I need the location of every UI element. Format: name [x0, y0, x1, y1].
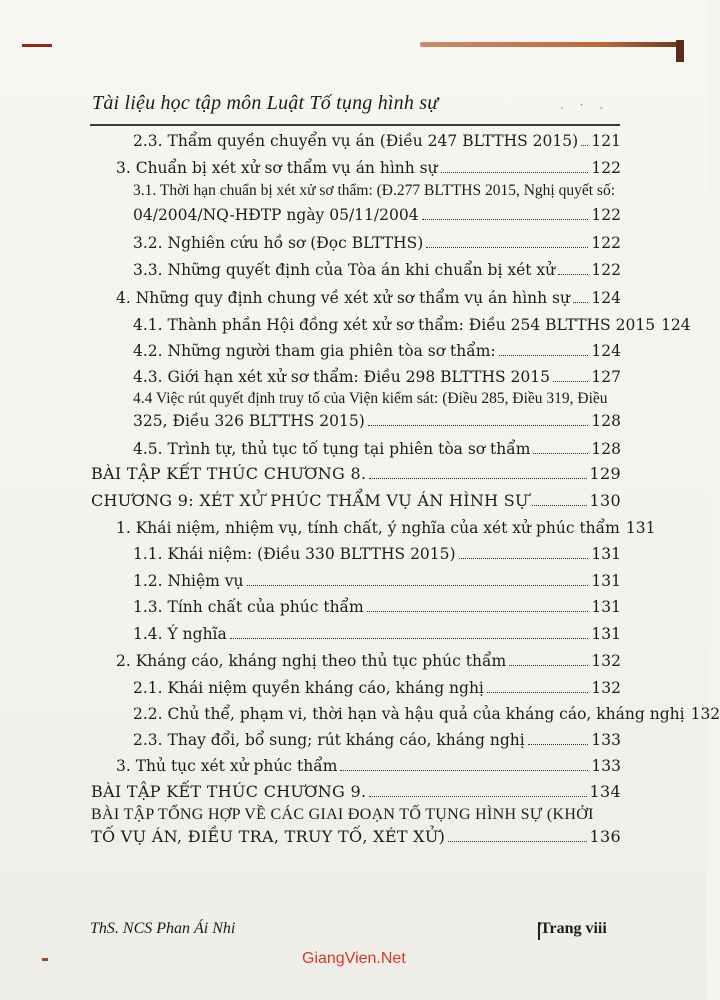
toc-entry[interactable]	[133, 232, 621, 254]
toc-entry[interactable]	[91, 781, 621, 803]
header-title: Tài liệu học tập môn Luật Tố tụng hình sự	[92, 92, 439, 114]
toc-entry-text: 4.5. Trình tự, thủ tục tố tụng tại phiên tòa sơ thẩm	[133, 440, 531, 458]
toc-entry[interactable]	[116, 517, 656, 539]
toc-entry-page: 132	[591, 652, 621, 670]
toc-entry[interactable]	[133, 130, 621, 152]
toc-entry-text: 04/2004/NQ-HĐTP ngày 05/11/2004	[133, 206, 419, 224]
toc-entry-text: 2. Kháng cáo, kháng nghị theo thủ tục phúc thẩm	[116, 652, 507, 670]
toc-entry-line1: BÀI TẬP TỔNG HỢP VỀ CÁC GIAI ĐOẠN TỐ TỤNG HÌNH SỰ (KHỞI	[91, 806, 594, 823]
toc-entry[interactable]	[116, 157, 621, 179]
toc-entry-text: 2.3. Thẩm quyền chuyển vụ án (Điều 247 BLTTHS 2015)	[133, 132, 579, 150]
toc-entry-text: BÀI TẬP KẾT THÚC CHƯƠNG 9.	[91, 782, 367, 801]
toc-entry-page: 131	[591, 625, 621, 643]
toc-entry-page: 124	[591, 342, 621, 360]
toc-entry-page: 128	[591, 440, 621, 458]
toc-entry[interactable]	[133, 703, 720, 725]
toc-entry-page: 124	[661, 316, 691, 334]
toc-entry-page: 133	[591, 731, 621, 749]
toc-entry-text: 2.3. Thay đổi, bổ sung; rút kháng cáo, kháng nghị	[133, 731, 525, 749]
toc-entry[interactable]	[116, 650, 621, 672]
toc-entry-page: 131	[591, 545, 621, 563]
toc-entry-text: 3.2. Nghiên cứu hồ sơ (Đọc BLTTHS)	[133, 234, 424, 252]
toc-entry-line1: 3.1. Thời hạn chuẩn bị xét xử sơ thẩm: (Đ.277 BLTTHS 2015, Nghị quyết số:	[133, 182, 616, 199]
toc-entry[interactable]	[133, 259, 621, 281]
toc-entry-page: 130	[589, 491, 621, 510]
toc-entry-page: 133	[591, 757, 621, 775]
toc-entry[interactable]	[133, 366, 621, 388]
toc-entry[interactable]	[133, 596, 621, 618]
toc-entry-text: 4.2. Những người tham gia phiên tòa sơ thẩm:	[133, 342, 496, 360]
toc-entry-text: 4.1. Thành phần Hội đồng xét xử sơ thẩm: Điều 254 BLTTHS 2015	[133, 316, 656, 334]
toc-entry-page: 124	[591, 289, 621, 307]
toc-entry-page: 122	[591, 206, 621, 224]
toc-entry-page: 134	[589, 782, 621, 801]
toc-entry[interactable]	[133, 677, 621, 699]
toc-entry[interactable]	[91, 826, 621, 848]
toc-entry-page: 131	[591, 598, 621, 616]
toc-entry[interactable]	[133, 570, 621, 592]
toc-entry-page: 121	[591, 132, 621, 150]
toc-entry[interactable]	[133, 410, 621, 432]
toc-entry-text: TỐ VỤ ÁN, ĐIỀU TRA, TRUY TỐ, XÉT XỬ)	[91, 827, 446, 846]
header-dots: . · .	[560, 98, 610, 112]
toc-entry-line1: 4.4 Việc rút quyết định truy tố của Viện kiểm sát: (Điều 285, Điều 319, Điều	[133, 390, 608, 407]
toc-entry[interactable]	[133, 204, 621, 226]
toc-entry[interactable]	[133, 438, 621, 460]
toc-entry-text: 3. Chuẩn bị xét xử sơ thẩm vụ án hình sự	[116, 159, 438, 177]
toc-entry-text: 2.1. Khái niệm quyền kháng cáo, kháng nghị	[133, 679, 484, 697]
toc-entry-page: 132	[591, 679, 621, 697]
toc-entry[interactable]	[133, 340, 621, 362]
toc-entry[interactable]	[91, 490, 621, 512]
toc-entry[interactable]	[91, 463, 621, 485]
toc-entry[interactable]	[116, 287, 621, 309]
toc-entry-text: 3.3. Những quyết định của Tòa án khi chuẩn bị xét xử	[133, 261, 556, 279]
toc-entry[interactable]	[133, 314, 691, 336]
footer-author: ThS. NCS Phan Ái Nhi	[90, 920, 236, 937]
watermark-text: GiangVien.Net	[302, 950, 406, 967]
toc-entry-text: 1.4. Ý nghĩa	[133, 625, 227, 643]
toc-entry-page: 132	[690, 705, 720, 723]
toc-entry-text: BÀI TẬP KẾT THÚC CHƯƠNG 8.	[91, 464, 367, 483]
toc-entry-page: 129	[589, 464, 621, 483]
toc-entry-page: 122	[591, 261, 621, 279]
toc-entry-text: 1. Khái niệm, nhiệm vụ, tính chất, ý nghĩa của xét xử phúc thẩm	[116, 519, 620, 537]
toc-entry-page: 136	[589, 827, 621, 846]
toc-entry[interactable]	[133, 623, 621, 645]
toc-entry-text: 4. Những quy định chung về xét xử sơ thẩm vụ án hình sự	[116, 289, 570, 307]
toc-entry-text: 4.3. Giới hạn xét xử sơ thẩm: Điều 298 BLTTHS 2015	[133, 368, 551, 386]
footer-page-label: Trang viii	[540, 920, 607, 937]
toc-entry-text: CHƯƠNG 9: XÉT XỬ PHÚC THẨM VỤ ÁN HÌNH SỰ	[91, 491, 529, 510]
toc-entry-page: 128	[591, 412, 621, 430]
toc-entry-text: 3. Thủ tục xét xử phúc thẩm	[116, 757, 338, 775]
toc-entry-page: 131	[625, 519, 656, 537]
page-edge-mark	[42, 958, 48, 961]
toc-entry[interactable]	[133, 543, 621, 565]
toc-entry-page: 122	[591, 159, 621, 177]
toc-entry-page: 122	[591, 234, 621, 252]
toc-entry-page: 127	[591, 368, 621, 386]
toc-entry-text: 2.2. Chủ thể, phạm vi, thời hạn và hậu quả của kháng cáo, kháng nghị	[133, 705, 685, 723]
toc-entry-text: 1.3. Tính chất của phúc thẩm	[133, 598, 364, 616]
toc-entry[interactable]	[133, 729, 621, 751]
toc-entry-text: 1.1. Khái niệm: (Điều 330 BLTTHS 2015)	[133, 545, 456, 563]
toc-entry-text: 1.2. Nhiệm vụ	[133, 572, 244, 590]
toc-entry[interactable]	[116, 755, 621, 777]
toc-entry-page: 131	[591, 572, 621, 590]
toc-entry-text: 325, Điều 326 BLTTHS 2015)	[133, 412, 365, 430]
